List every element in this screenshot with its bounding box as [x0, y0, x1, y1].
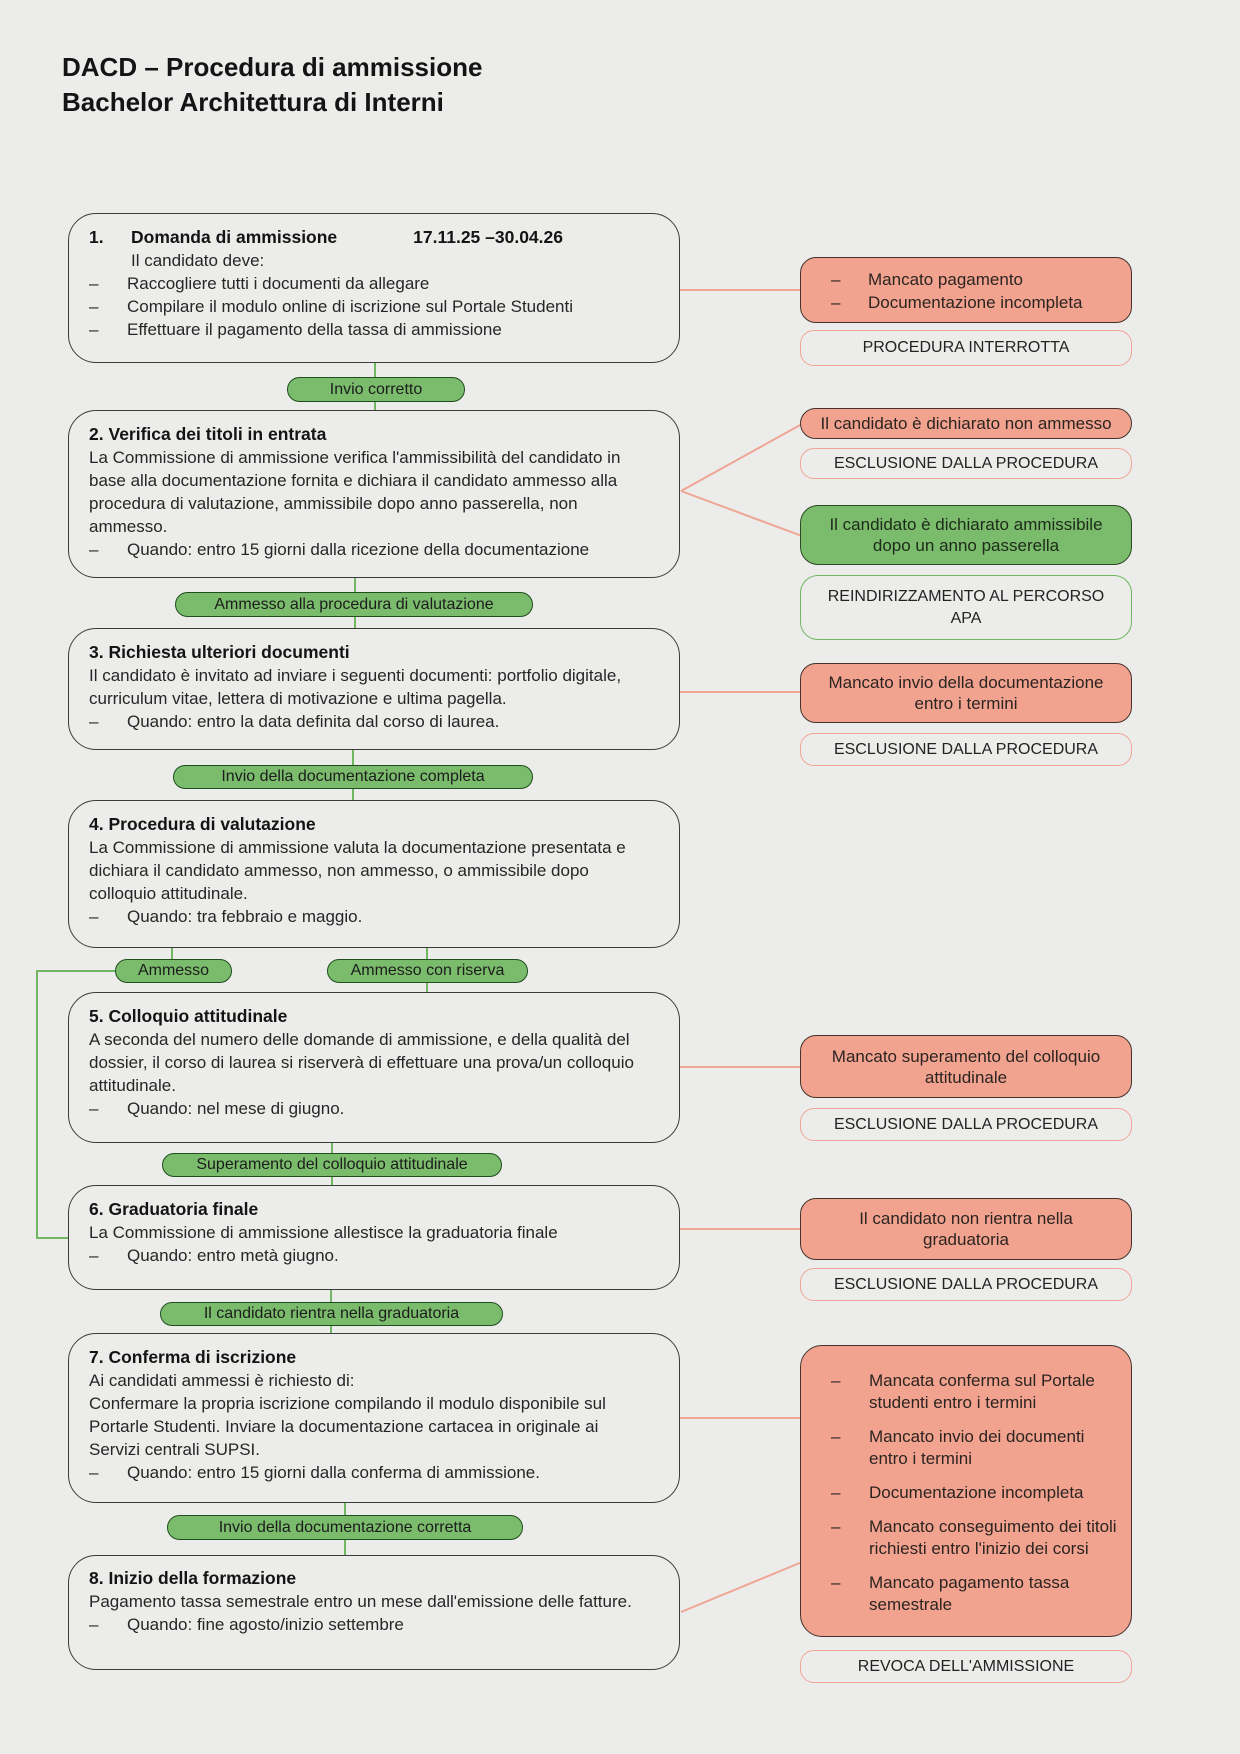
dash-marker: –	[89, 540, 99, 559]
step7-heading: 7. Conferma di iscrizione	[89, 1347, 297, 1367]
failure-box-step1: – Mancato pagamento – Documentazione incompleta	[800, 257, 1132, 323]
step6-body: La Commissione di ammissione allestisce la graduatoria finale	[89, 1223, 558, 1242]
dash-marker: –	[831, 1573, 841, 1592]
step8-heading: 8. Inizio della formazione	[89, 1568, 297, 1588]
step8-body: Pagamento tassa semestrale entro un mese dall'emissione delle fatture.	[89, 1592, 632, 1611]
dash-marker: –	[831, 1371, 841, 1390]
step-box-6	[68, 1185, 680, 1290]
failure-box-steps7-8: – Mancata conferma sul Portale studenti entro i termini – Mancato invio dei documenti entro i termini – Documentazione incompleta – Mancato conseguimento dei titoli richiesti entro l'inizio dei corsi – Mancato pagamento tassa semestrale	[800, 1345, 1132, 1637]
flow-pill-documentazione-completa: Invio della documentazione completa	[173, 765, 533, 789]
dash-marker: –	[89, 1099, 99, 1118]
step7-intro: Ai candidati ammessi è richiesto di:	[89, 1371, 355, 1390]
dash-marker: –	[89, 907, 99, 926]
dash-marker: –	[831, 293, 841, 312]
step3-item: – Quando: entro la data definita dal corso di laurea.	[89, 712, 500, 731]
step4-heading: 4. Procedura di valutazione	[89, 814, 316, 834]
dash-marker: –	[89, 297, 99, 316]
failure-box-step5: Mancato superamento del colloquio attitudinale	[800, 1035, 1132, 1098]
step-box-2	[68, 410, 680, 578]
step4-item: – Quando: tra febbraio e maggio.	[89, 907, 363, 926]
step1-item: – Compilare il modulo online di iscrizione sul Portale Studenti	[89, 297, 574, 316]
dash-marker: –	[89, 1615, 99, 1634]
step2-item: – Quando: entro 15 giorni dalla ricezione della documentazione	[89, 540, 590, 559]
step-box-3	[68, 628, 680, 750]
step-box-1	[68, 213, 680, 363]
step3-body: Il candidato è invitato ad inviare i seguenti documenti: portfolio digitale, curriculum vitae, lettera di motivazione e ultima pagella.	[89, 666, 622, 708]
step1-date-range: 17.11.25 –30.04.26	[413, 227, 563, 247]
step7-item: – Quando: entro 15 giorni dalla conferma di ammissione.	[89, 1463, 540, 1482]
result-box-reindirizzamento-apa: REINDIRIZZAMENTO AL PERCORSO APA	[800, 575, 1132, 640]
result-box-esclusione-step2: ESCLUSIONE DALLA PROCEDURA	[800, 448, 1132, 479]
step-box-5	[68, 992, 680, 1143]
step1-item: – Raccogliere tutti i documenti da allegare	[89, 274, 430, 293]
step5-item: – Quando: nel mese di giugno.	[89, 1099, 345, 1118]
step-box-4	[68, 800, 680, 948]
step-box-8	[68, 1555, 680, 1670]
dash-marker: –	[89, 1246, 99, 1265]
failure-box-step3: Mancato invio della documentazione entro i termini	[800, 663, 1132, 723]
step3-heading: 3. Richiesta ulteriori documenti	[89, 642, 350, 662]
page-title	[62, 50, 482, 120]
dash-marker: –	[831, 1483, 841, 1502]
dash-marker: –	[89, 274, 99, 293]
result-box-esclusione-step3: ESCLUSIONE DALLA PROCEDURA	[800, 733, 1132, 766]
flow-pill-ammesso: Ammesso	[115, 959, 232, 983]
step5-body: A seconda del numero delle domande di ammissione, e della qualità del dossier, il corso di laurea si riserverà di effettuare una prova/un colloquio attitudinale.	[89, 1030, 634, 1095]
flow-pill-ammesso-procedura: Ammesso alla procedura di valutazione	[175, 592, 533, 617]
step1-number: 1.	[89, 227, 104, 247]
flow-pill-documentazione-corretta: Invio della documentazione corretta	[167, 1515, 523, 1540]
outcome-box-ammissibile-passerella: Il candidato è dichiarato ammissibile dopo un anno passerella	[800, 505, 1132, 565]
step5-heading: 5. Colloquio attitudinale	[89, 1006, 288, 1026]
step1-heading-row	[89, 226, 653, 249]
salmon-outcome-lines	[680, 290, 802, 1612]
flow-pill-rientra-graduatoria: Il candidato rientra nella graduatoria	[160, 1302, 503, 1326]
step4-body: La Commissione di ammissione valuta la documentazione presentata e dichiara il candidato ammesso, non ammesso, o ammissibile dopo colloquio attitudinale.	[89, 838, 626, 903]
step2-heading: 2. Verifica dei titoli in entrata	[89, 424, 327, 444]
result-box-esclusione-step6: ESCLUSIONE DALLA PROCEDURA	[800, 1268, 1132, 1301]
step1-item: – Effettuare il pagamento della tassa di ammissione	[89, 320, 502, 339]
step1-title: Domanda di ammissione	[131, 227, 338, 247]
step6-item: – Quando: entro metà giugno.	[89, 1246, 339, 1265]
step2-body: La Commissione di ammissione verifica l'ammissibilità del candidato in base alla documentazione fornita e dichiara il candidato ammesso alla procedura di valutazione, ammissibile dopo anno passerella, non ammesso.	[89, 448, 621, 536]
result-box-revoca-ammissione: REVOCA DELL'AMMISSIONE	[800, 1650, 1132, 1683]
failure-box-step6: Il candidato non rientra nella graduatoria	[800, 1198, 1132, 1260]
flow-pill-ammesso-con-riserva: Ammesso con riserva	[327, 959, 528, 983]
dash-marker: –	[831, 1427, 841, 1446]
dash-marker: –	[831, 1517, 841, 1536]
flow-pill-superamento-colloquio: Superamento del colloquio attitudinale	[162, 1153, 502, 1177]
page-title-line2: Bachelor Architettura di Interni	[62, 87, 444, 117]
flow-pill-invio-corretto: Invio corretto	[287, 377, 465, 402]
step7-body: Confermare la propria iscrizione compilando il modulo disponibile sul Portarle Studenti. Inviare la documentazione cartacea in originale ai Servizi centrali SUPSI.	[89, 1394, 606, 1459]
dash-marker: –	[89, 712, 99, 731]
result-box-procedura-interrotta: PROCEDURA INTERROTTA	[800, 330, 1132, 366]
dash-marker: –	[89, 320, 99, 339]
failure-box-non-ammesso: Il candidato è dichiarato non ammesso	[800, 408, 1132, 439]
page-title-line1: DACD – Procedura di ammissione	[62, 52, 483, 82]
step1-intro: Il candidato deve:	[131, 251, 265, 270]
dash-marker: –	[89, 1463, 99, 1482]
step-box-7	[68, 1333, 680, 1503]
result-box-esclusione-step5: ESCLUSIONE DALLA PROCEDURA	[800, 1108, 1132, 1141]
dash-marker: –	[831, 270, 841, 289]
step8-item: – Quando: fine agosto/inizio settembre	[89, 1615, 404, 1634]
step6-heading: 6. Graduatoria finale	[89, 1199, 259, 1219]
